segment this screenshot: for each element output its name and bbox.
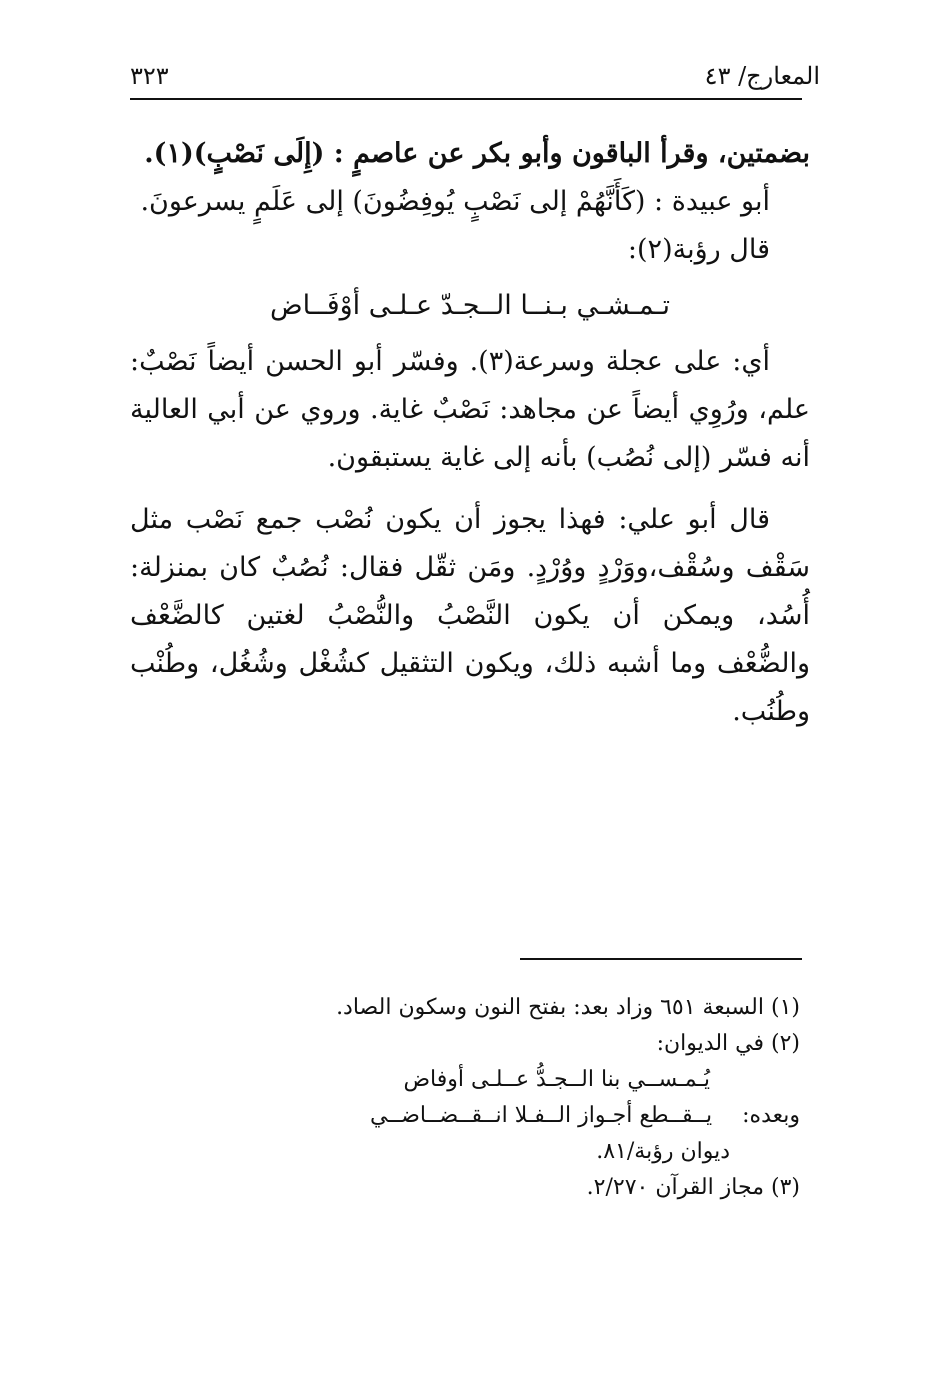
footnote-2-verse-1: يُـمـســي بنا الــجـدُّ عــلـى أوفاض xyxy=(403,1067,710,1092)
paragraph-abu-ubayda: أبو عبيدة : (كَأَنَّهُمْ إلى نَصْبٍ يُوفِضُونَ) إلى عَلَمٍ يسرعونَ. xyxy=(140,186,770,217)
footnote-2: (٢) في الديوان: xyxy=(656,1031,800,1056)
paragraph-explanation: أي: على عجلة وسرعة(٣). وفسّر أبو الحسن أيضاً نَصْبٌ: علم، ورُوِي أيضاً عن مجاهد: نَصْبٌ غاية. وروي عن أبي العالية أنه فسّر (إلى نُصُب) بأنه إلى غاية يستبقون. xyxy=(130,346,810,473)
paragraph-ruba-intro: قال رؤبة(٢): xyxy=(627,234,770,265)
footnote-2-after-label: وبعده: xyxy=(742,1103,800,1128)
running-title: المعارج/ ٤٣ xyxy=(704,62,820,90)
paragraph-abu-ali: قال أبو علي: فهذا يجوز أن يكون نُصْب جمع نَصْب مثل سَقْف وسُقْف،ووَرْدٍ ووُرْدٍ. ومَن ثقّل فقال: نُصُبٌ كان بمنزلة: أُسُد، ويمكن أن يكون النَّصْبُ والنُّصْبُ لغتين كالضَّعْف والضُّعْف وما أشبه ذلك، ويكون التثقيل كشُغْل وشُغُل، وطُنْب وطُنُب. xyxy=(130,504,810,727)
page-number: ٣٢٣ xyxy=(130,62,169,90)
footnote-1: (١) السبعة ٦٥١ وزاد بعد: بفتح النون وسكون الصاد. xyxy=(336,995,800,1020)
verse-line: تـمـشـي بـنــا الــجـدّ عـلـى أوْفَــاض xyxy=(270,290,670,321)
footnote-2-source: ديوان رؤبة/٨١. xyxy=(596,1139,730,1164)
footnote-rule xyxy=(520,958,802,960)
footnote-2-verse-2: يــقــطع أجـواز الــفـلا انــقــضــاضــي xyxy=(369,1103,713,1128)
footnotes xyxy=(200,990,800,1206)
page-header xyxy=(130,56,820,96)
footnote-3: (٣) مجاز القرآن ٢/٢٧٠. xyxy=(586,1175,800,1200)
main-text xyxy=(130,130,810,736)
footnote-2-verse-2-line xyxy=(200,1098,800,1134)
header-rule xyxy=(130,98,802,100)
paragraph-1: بضمتين، وقرأ الباقون وأبو بكر عن عاصمٍ : (إِلَى نَصْبٍ)(١). xyxy=(144,138,810,169)
